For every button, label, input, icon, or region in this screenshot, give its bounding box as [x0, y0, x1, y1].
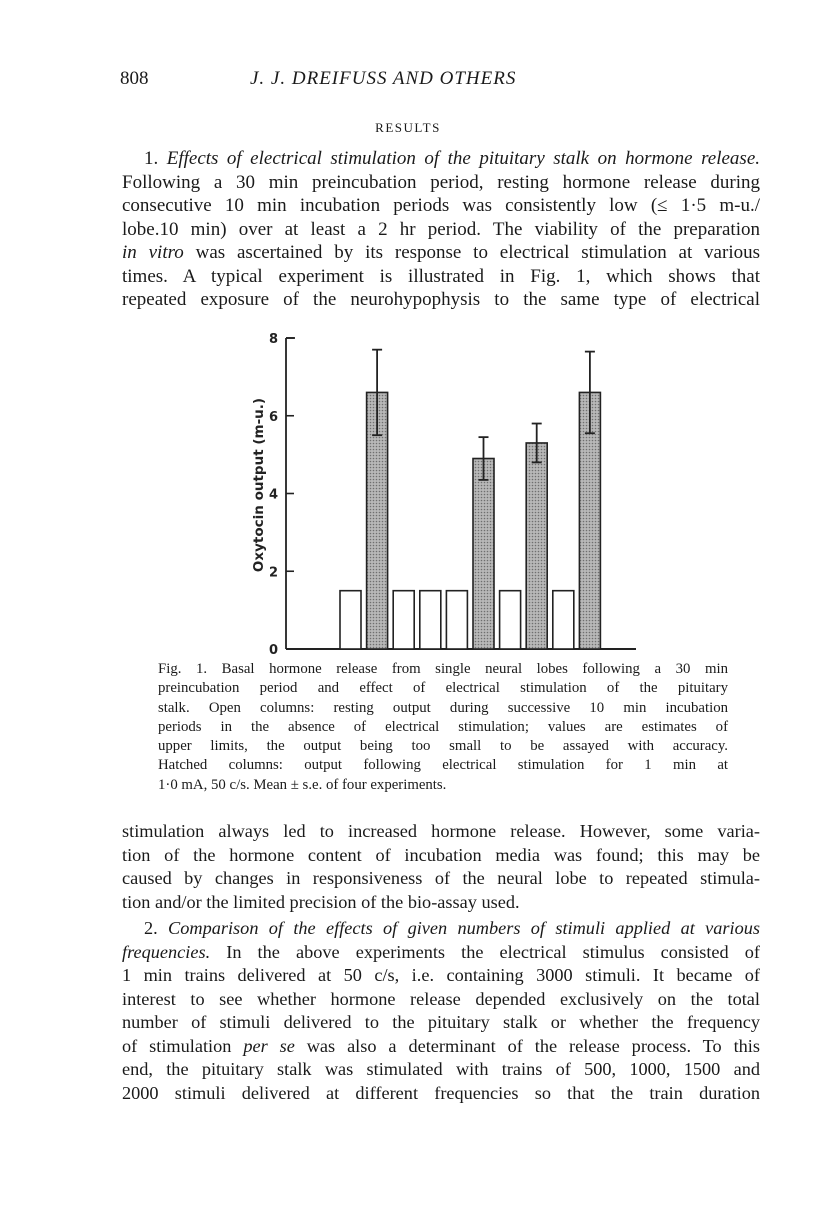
- text-line: 2000 stimuli delivered at different frequencies so that the train duration: [122, 1082, 760, 1103]
- y-tick-label: 2: [268, 565, 278, 581]
- text-line: caused by changes in responsiveness of the neural lobe to repeated stimula-: [122, 868, 760, 888]
- y-tick-label: 0: [268, 643, 278, 658]
- open-bar: [420, 591, 441, 649]
- hatched-bar: [526, 443, 547, 649]
- text-line: of stimulation per se was also a determinant of the release process. To this: [122, 1035, 760, 1056]
- text-line: 1 min trains delivered at 50 c/s, i.e. containing 3000 stimuli. It became of: [122, 965, 760, 985]
- y-tick-label: 8: [268, 332, 278, 347]
- caption-line: upper limits, the output being too small to be assayed with accuracy.: [158, 738, 728, 755]
- text-line: tion of the hormone content of incubation media was found; this may be: [122, 844, 760, 865]
- page-number: 808: [120, 68, 149, 89]
- running-head: J. J. DREIFUSS AND OTHERS: [250, 68, 517, 89]
- open-bar: [500, 591, 521, 649]
- text-line: 2. Comparison of the effects of given numbers of stimuli applied at various: [144, 918, 760, 938]
- paragraph-results-1: [122, 147, 760, 312]
- text-line: frequencies. In the above experiments the electrical stimulus consisted of: [122, 941, 760, 962]
- open-bar: [446, 591, 467, 649]
- text-line: lobe.10 min) over at least a 2 hr period. The viability of the preparation: [122, 218, 760, 240]
- open-bar: [553, 591, 574, 649]
- text-line: repeated exposure of the neurohypophysis to the same type of electrical: [122, 289, 760, 310]
- caption-line: preincubation period and effect of electrical stimulation of the pituitary: [158, 680, 728, 697]
- text-line: Following a 30 min preincubation period, resting hormone release during: [122, 171, 760, 193]
- caption-line: 1·0 mA, 50 c/s. Mean ± s.e. of four experiments.: [158, 776, 447, 793]
- paragraph-results-3: [122, 917, 760, 1105]
- caption-line: stalk. Open columns: resting output during successive 10 min incubation: [158, 699, 728, 716]
- text-line: tion and/or the limited precision of the bio-assay used.: [122, 891, 520, 912]
- caption-line: Fig. 1. Basal hormone release from single neural lobes following a 30 min: [158, 661, 728, 677]
- text-line: number of stimuli delivered to the pituitary stalk or whether the frequency: [122, 1012, 760, 1032]
- caption-line: Hatched columns: output following electrical stimulation for 1 min at: [158, 757, 728, 774]
- paragraph-results-2: [122, 820, 760, 914]
- text-line: stimulation always led to increased hormone release. However, some varia-: [122, 821, 760, 841]
- caption-line: periods in the absence of electrical stimulation; values are estimates of: [158, 718, 728, 735]
- text-line: times. A typical experiment is illustrated in Fig. 1, which shows that: [122, 265, 760, 287]
- figure-caption: [158, 660, 728, 795]
- section-heading: RESULTS: [375, 120, 441, 135]
- text-line: interest to see whether hormone release depended exclusively on the total: [122, 988, 760, 1009]
- hatched-bar: [473, 459, 494, 649]
- y-axis-label: Oxytocin output (m-u.): [251, 397, 267, 573]
- text-line: in vitro was ascertained by its response to electrical stimulation at various: [122, 242, 760, 263]
- text-line: end, the pituitary stalk was stimulated with trains of 500, 1000, 1500 and: [122, 1059, 760, 1079]
- text-line: 1. Effects of electrical stimulation of the pituitary stalk on hormone release.: [144, 148, 761, 169]
- figure-1-chart: [240, 328, 640, 658]
- open-bar: [340, 591, 361, 649]
- y-tick-label: 4: [268, 487, 278, 503]
- open-bar: [393, 591, 414, 649]
- y-tick-label: 6: [268, 409, 278, 425]
- text-line: consecutive 10 min incubation periods was consistently low (≤ 1·5 m-u./: [122, 195, 760, 216]
